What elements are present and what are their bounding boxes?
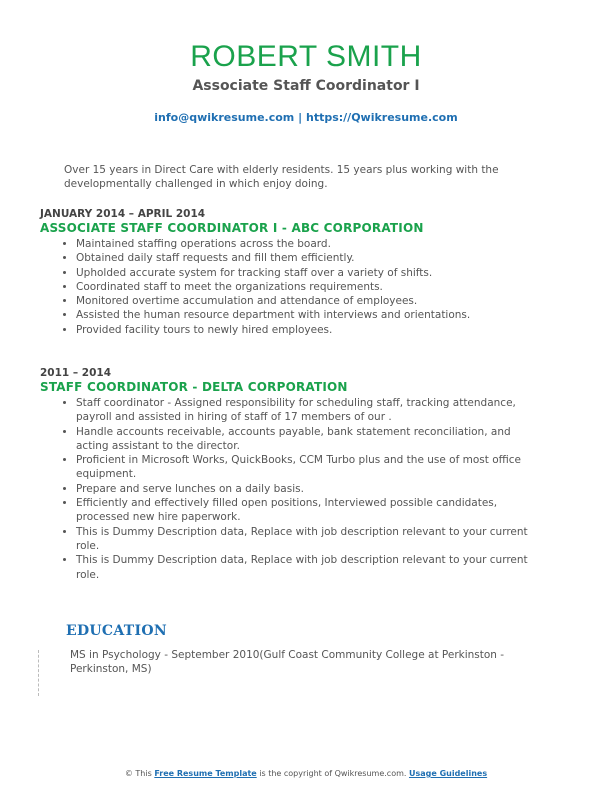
job-bullet: • This is Dummy Description data, Replace with job description relevant to your current role.	[76, 553, 540, 582]
job-bullet: • Assisted the human resource department with interviews and orientations.	[76, 308, 540, 322]
job-dates: JANUARY 2014 – APRIL 2014	[40, 208, 206, 220]
job-dates: 2011 – 2014	[40, 367, 112, 379]
job-bullet: • Handle accounts receivable, accounts payable, bank statement reconciliation, and acting assistant to the director.	[76, 425, 540, 454]
footer-middle: is the copyright of Qwikresume.com.	[259, 769, 407, 778]
job-bullet: • Obtained daily staff requests and fill them efficiently.	[76, 251, 540, 265]
education-heading: EDUCATION	[66, 623, 167, 639]
job-bullet: • Maintained staffing operations across the board.	[76, 237, 540, 251]
experience-entry	[40, 367, 540, 582]
job-bullet: • Provided facility tours to newly hired employees.	[76, 323, 540, 337]
usage-guidelines-link[interactable]: Usage Guidelines	[408, 769, 488, 778]
job-bullet: • Coordinated staff to meet the organizations requirements.	[76, 280, 540, 294]
education-divider	[38, 650, 39, 696]
job-bullet: • Upholded accurate system for tracking staff over a variety of shifts.	[76, 266, 540, 280]
website-link[interactable]: https://Qwikresume.com	[305, 111, 458, 124]
email-link[interactable]: info@qwikresume.com	[154, 111, 295, 124]
job-bullet: • This is Dummy Description data, Replace with job description relevant to your current role.	[76, 525, 540, 554]
experience-entry	[40, 208, 540, 337]
copyright-footer	[0, 768, 612, 779]
job-bullet: • Staff coordinator - Assigned responsibility for scheduling staff, tracking attendance, payroll and assisted in hiring of staff of 17 members of our .	[76, 396, 540, 425]
job-bullet: • Prepare and serve lunches on a daily basis.	[76, 482, 540, 496]
job-role: STAFF COORDINATOR - DELTA CORPORATION	[40, 380, 348, 394]
contact-separator: |	[298, 111, 303, 124]
job-bullets	[40, 396, 540, 582]
contact-line	[0, 111, 612, 125]
candidate-job-title: Associate Staff Coordinator I	[192, 78, 420, 94]
education-entry: MS in Psychology - September 2010(Gulf Coast Community College at Perkinston - Perkinston, MS)	[70, 649, 505, 675]
job-role: ASSOCIATE STAFF COORDINATOR I - ABC CORPORATION	[40, 221, 424, 235]
free-resume-template-link[interactable]: Free Resume Template	[154, 769, 257, 778]
job-bullets	[40, 237, 540, 337]
footer-prefix: © This	[124, 769, 152, 778]
summary-paragraph: Over 15 years in Direct Care with elderly residents. 15 years plus working with the developmentally challenged in which enjoy doing.	[64, 164, 499, 190]
candidate-name: ROBERT SMITH	[190, 40, 422, 73]
job-bullet: • Monitored overtime accumulation and attendance of employees.	[76, 294, 540, 308]
job-bullet: • Efficiently and effectively filled open positions, Interviewed possible candidates, processed new hire paperwork.	[76, 496, 540, 525]
job-bullet: • Proficient in Microsoft Works, QuickBooks, CCM Turbo plus and the use of most office equipment.	[76, 453, 540, 482]
